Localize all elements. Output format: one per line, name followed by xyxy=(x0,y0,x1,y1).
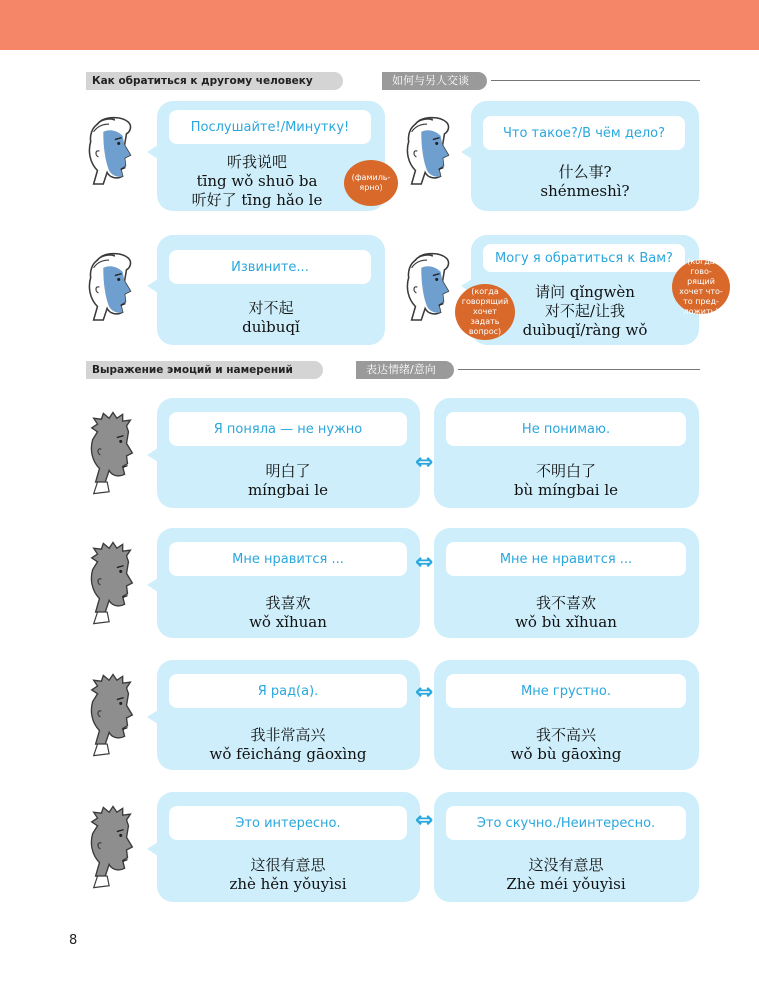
phrase-chinese: 听我说吧 tīng wǒ shuō ba 听好了 tīng hǎo le xyxy=(191,153,323,209)
opposite-arrow-icon: ⇔ xyxy=(415,808,434,833)
phrase-russian: Это скучно./Неинтересно. xyxy=(446,806,686,840)
phrase-russian: Мне грустно. xyxy=(446,674,686,708)
person-head-blue-icon xyxy=(82,112,140,200)
section-divider xyxy=(491,80,700,81)
phrase-bubble-left xyxy=(157,792,420,902)
phrase-bubble-right xyxy=(434,660,699,770)
phrase-bubble xyxy=(471,101,699,211)
section-title-zh: 如何与另人交谈 xyxy=(382,72,487,90)
phrase-bubble-right xyxy=(434,528,699,638)
phrase-chinese: 对不起 duìbuqǐ xyxy=(242,299,300,336)
person-head-gray-icon xyxy=(84,540,142,628)
opposite-arrow-icon: ⇔ xyxy=(415,450,434,475)
phrase-bubble-right xyxy=(434,398,699,508)
phrase-russian: Я рад(а). xyxy=(169,674,407,708)
section-header-emotions xyxy=(86,361,700,379)
phrase-russian: Что такое?/В чём дело? xyxy=(483,116,685,150)
phrase-chinese: 我不高兴 wǒ bù gāoxìng xyxy=(510,726,622,763)
phrase-russian: Могу я обратиться к Вам? xyxy=(483,244,685,272)
phrase-russian: Извините... xyxy=(169,250,371,284)
phrase-chinese: 请问 qǐngwèn 对不起/让我 duìbuqǐ/ràng wǒ xyxy=(522,283,648,339)
person-head-blue-icon xyxy=(400,248,458,336)
phrase-chinese: 什么事? shénmeshì? xyxy=(540,163,630,200)
note-callout: (фамиль-ярно) xyxy=(344,160,398,206)
phrase-russian: Я поняла — не нужно xyxy=(169,412,407,446)
phrase-russian: Мне не нравится ... xyxy=(446,542,686,576)
note-callout: (когда гово-рящий хочет что-то пред-ложить) xyxy=(672,260,730,314)
phrase-chinese: 我喜欢 wǒ xǐhuan xyxy=(249,594,327,631)
section-header-addressing xyxy=(86,72,700,90)
section-title-ru: Выражение эмоций и намерений xyxy=(86,361,323,379)
phrase-russian: Мне нравится ... xyxy=(169,542,407,576)
section-divider xyxy=(458,369,700,370)
phrase-chinese: 我不喜欢 wǒ bù xǐhuan xyxy=(515,594,617,631)
page-number: 8 xyxy=(69,933,78,948)
phrase-chinese: 明白了 míngbai le xyxy=(247,462,329,499)
person-head-gray-icon xyxy=(84,804,142,892)
phrase-russian: Это интересно. xyxy=(169,806,407,840)
section-title-zh: 表达情绪/意向 xyxy=(356,361,454,379)
opposite-arrow-icon: ⇔ xyxy=(415,550,434,575)
phrase-bubble-left xyxy=(157,398,420,508)
phrase-chinese: 这很有意思 zhè hěn yǒuyìsi xyxy=(229,856,347,893)
phrase-bubble-left xyxy=(157,660,420,770)
phrase-russian: Не понимаю. xyxy=(446,412,686,446)
person-head-blue-icon xyxy=(400,112,458,200)
person-head-gray-icon xyxy=(84,410,142,498)
phrase-bubble-right xyxy=(434,792,699,902)
person-head-gray-icon xyxy=(84,672,142,760)
phrase-russian: Послушайте!/Минутку! xyxy=(169,110,371,144)
section-title-ru: Как обратиться к другому человеку xyxy=(86,72,343,90)
phrase-chinese: 这没有意思 Zhè méi yǒuyìsi xyxy=(506,856,626,893)
phrase-bubble xyxy=(157,235,385,345)
person-head-blue-icon xyxy=(82,248,140,336)
opposite-arrow-icon: ⇔ xyxy=(415,680,434,705)
note-callout: (когда говорящий хочет задать вопрос) xyxy=(455,284,515,340)
header-bar xyxy=(0,0,759,50)
phrase-chinese: 不明白了 bù míngbai le xyxy=(513,462,619,499)
phrase-chinese: 我非常高兴 wǒ fēicháng gāoxìng xyxy=(209,726,367,763)
phrase-bubble-left xyxy=(157,528,420,638)
